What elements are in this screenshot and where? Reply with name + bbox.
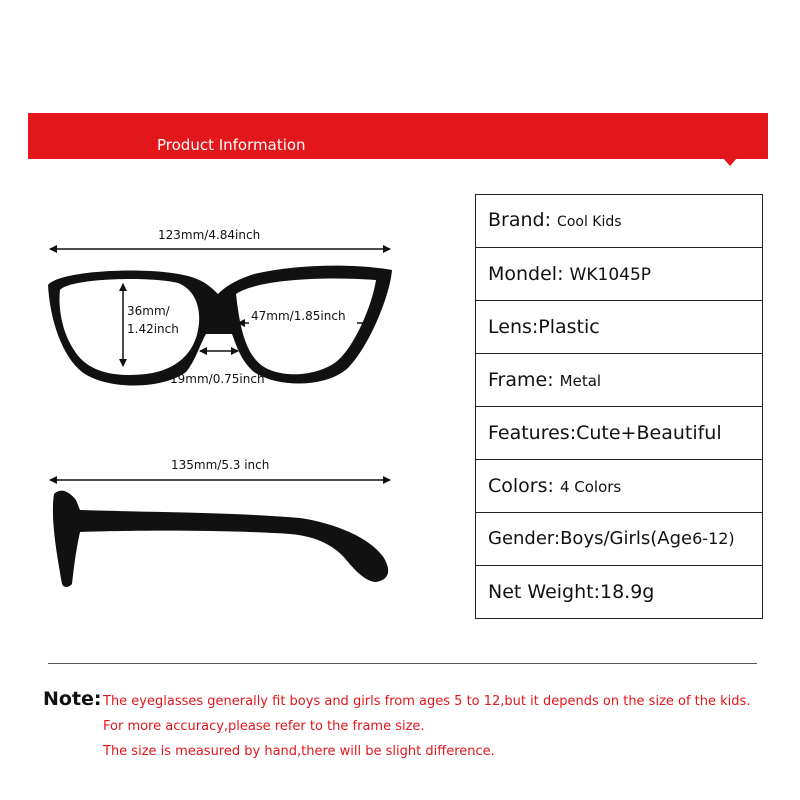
temple-arm [53,491,388,587]
spec-row-model [476,248,763,301]
spec-row-colors [476,460,763,513]
frame-label: Frame: [488,368,554,391]
spec-row-frame [476,354,763,407]
spec-table [475,194,763,619]
brand-value: Cool Kids [557,214,622,230]
spec-row-gender [476,513,763,566]
colors-value: 4 Colors [559,477,622,496]
note-line-2: For more accuracy,please refer to the frame size. [103,719,425,734]
note-label: Note: [43,688,102,710]
frame-value: Metal [559,371,602,390]
lens-height-label-mm: 36mm/ [127,304,170,318]
brand-label: Brand: [488,209,551,231]
temple-length-label: 135mm/5.3 inch [171,458,270,472]
lens-width-label: 47mm/1.85inch [251,309,346,323]
lens-value: Lens:Plastic [476,301,763,354]
bridge-label: 19mm/0.75inch [170,372,265,386]
note-line-3: The size is measured by hand,there will be slight difference. [103,744,495,759]
weight-value: Net Weight:18.9g [476,566,763,619]
features-value: Features:Cute+Beautiful [476,407,763,460]
frame-width-label: 123mm/4.84inch [158,228,261,242]
frame-front [48,266,392,386]
lens-height-label-in: 1.42inch [127,322,179,336]
gender-value: 6-12) [692,529,735,548]
spec-row-lens [476,301,763,354]
divider [48,663,757,664]
model-value: WK1045P [569,264,652,285]
model-label: Mondel: [488,262,564,285]
spec-row-features [476,407,763,460]
spec-row-brand [476,195,763,248]
page-title: Product Information [157,136,306,154]
colors-label: Colors: [488,474,554,497]
gender-label: Gender:Boys/Girls(Age [488,528,693,549]
note-line-1: The eyeglasses generally fit boys and girls from ages 5 to 12,but it depends on the size of the kids. [103,694,751,709]
spec-row-weight [476,566,763,619]
